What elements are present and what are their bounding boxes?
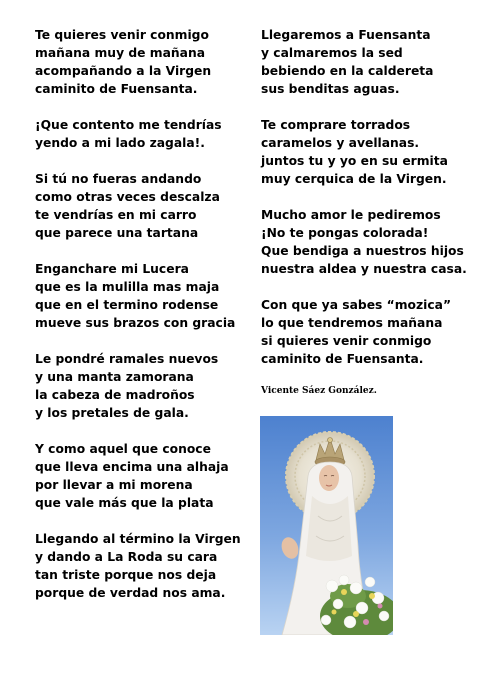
verse-line: caminito de Fuensanta. xyxy=(261,352,424,366)
verse-line: Te quieres venir conmigo xyxy=(35,28,209,42)
verse-line: y los pretales de gala. xyxy=(35,406,189,420)
verse-line: tan triste porque nos deja xyxy=(35,568,217,582)
stanza xyxy=(35,530,245,602)
stanza xyxy=(261,116,461,188)
verse-line: como otras veces descalza xyxy=(35,190,220,204)
stanza xyxy=(261,296,461,368)
verse-line: Le pondré ramales nuevos xyxy=(35,352,219,366)
author-signature: Vicente Sáez González. xyxy=(261,386,377,396)
verse-line: la cabeza de madroños xyxy=(35,388,195,402)
verse-line: porque de verdad nos ama. xyxy=(35,586,226,600)
verse-line: mañana muy de mañana xyxy=(35,46,206,60)
verse-line: acompañando a la Virgen xyxy=(35,64,212,78)
verse-line: por llevar a mi morena xyxy=(35,478,193,492)
verse-line: Mucho amor le pediremos xyxy=(261,208,441,222)
stanza xyxy=(35,26,245,98)
verse-line: sus benditas aguas. xyxy=(261,82,400,96)
verse-line: yendo a mi lado zagala!. xyxy=(35,136,205,150)
verse-line: ¡No te pongas colorada! xyxy=(261,226,429,240)
verse-line: y calmaremos la sed xyxy=(261,46,403,60)
verse-line: y dando a La Roda su cara xyxy=(35,550,218,564)
stanza xyxy=(35,116,245,152)
verse-line: Y como aquel que conoce xyxy=(35,442,211,456)
virgin-statue-photo xyxy=(260,416,393,635)
verse-line: Si tú no fueras andando xyxy=(35,172,202,186)
verse-line: que es la mulilla mas maja xyxy=(35,280,220,294)
verse-line: Te comprare torrados xyxy=(261,118,411,132)
verse-line: ¡Que contento me tendrías xyxy=(35,118,222,132)
verse-line: Que bendiga a nuestros hijos xyxy=(261,244,464,258)
stanza xyxy=(261,26,461,98)
verse-line: nuestra aldea y nuestra casa. xyxy=(261,262,467,276)
verse-line: caminito de Fuensanta. xyxy=(35,82,198,96)
verse-line: que vale más que la plata xyxy=(35,496,214,510)
poem-right-column xyxy=(261,26,467,386)
verse-line: lo que tendremos mañana xyxy=(261,316,443,330)
verse-line: te vendrías en mi carro xyxy=(35,208,197,222)
verse-line: muy cerquica de la Virgen. xyxy=(261,172,447,186)
verse-line: si quieres venir conmigo xyxy=(261,334,432,348)
verse-line: Llegaremos a Fuensanta xyxy=(261,28,431,42)
verse-line: que lleva encima una alhaja xyxy=(35,460,229,474)
verse-line: mueve sus brazos con gracia xyxy=(35,316,236,330)
stanza xyxy=(35,170,245,242)
stanza xyxy=(35,350,245,422)
verse-line: Llegando al término la Virgen xyxy=(35,532,241,546)
stanza xyxy=(35,440,245,512)
verse-line: y una manta zamorana xyxy=(35,370,194,384)
verse-line: caramelos y avellanas. xyxy=(261,136,420,150)
verse-line: juntos tu y yo en su ermita xyxy=(261,154,448,168)
verse-line: Enganchare mi Lucera xyxy=(35,262,189,276)
face xyxy=(319,465,339,491)
verse-line: que en el termino rodense xyxy=(35,298,219,312)
verse-line: bebiendo en la caldereta xyxy=(261,64,434,78)
stanza xyxy=(261,206,467,278)
verse-line: Con que ya sabes “mozica” xyxy=(261,298,452,312)
verse-line: que parece una tartana xyxy=(35,226,199,240)
poem-left-column xyxy=(35,26,245,620)
stanza xyxy=(35,260,245,332)
